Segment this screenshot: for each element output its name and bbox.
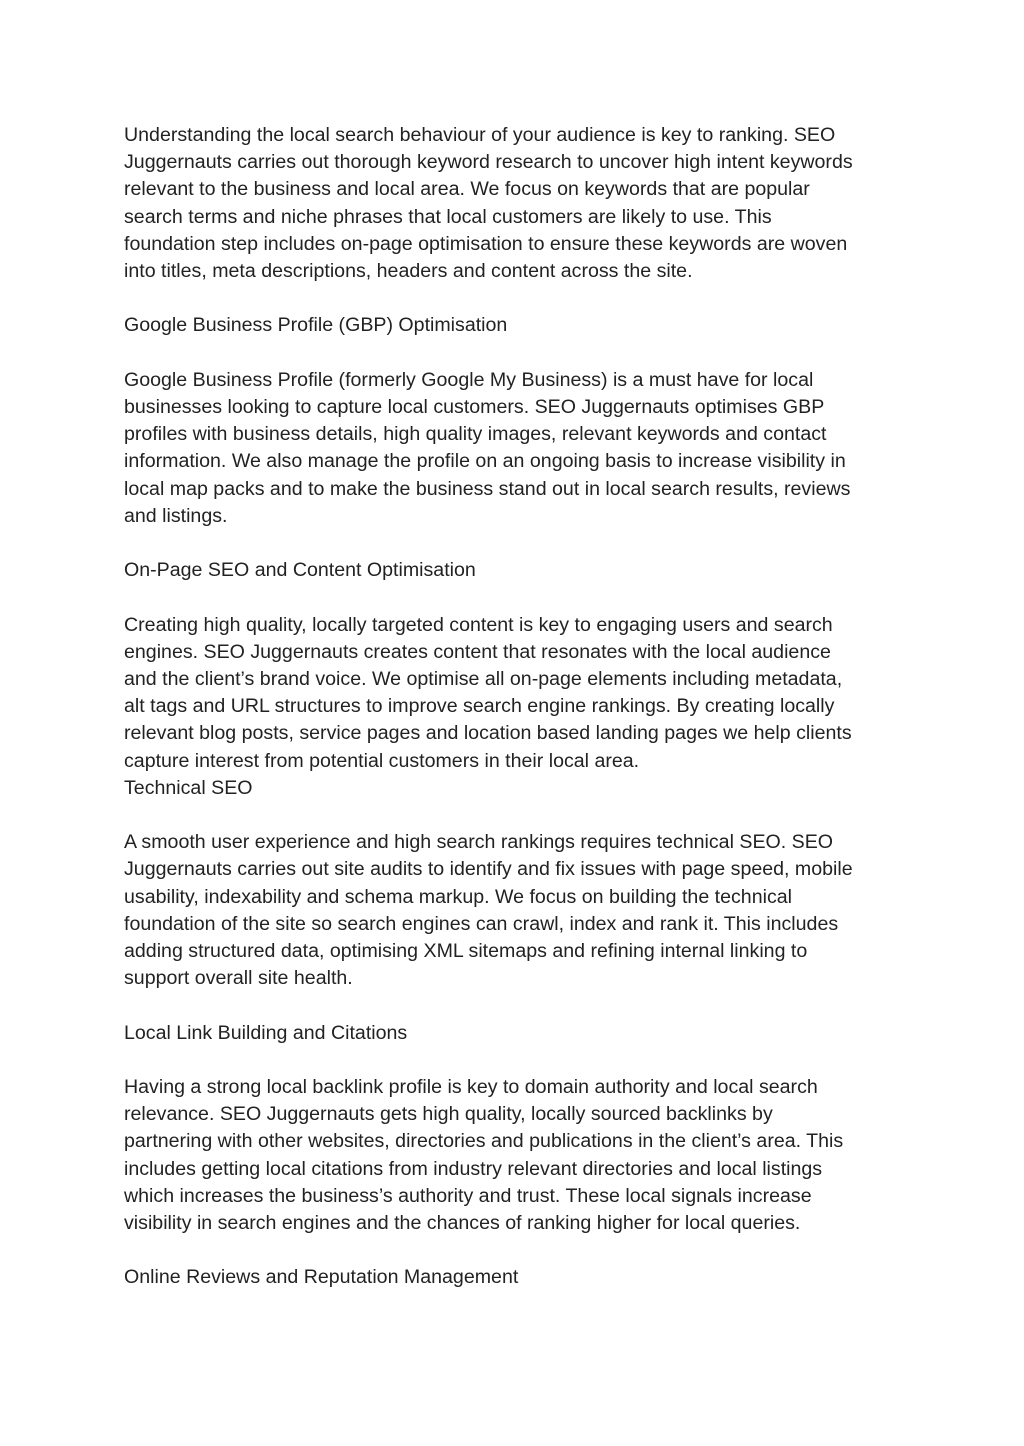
link-building-heading: Local Link Building and Citations <box>124 1021 408 1044</box>
gbp-optimisation-paragraph: Google Business Profile (formerly Google My Business) is a must have for local businesses looking to capture local customers. SEO Juggernauts optimises GBP profiles with business details, high quality images, relevant keywords and contact information. We also manage the profile on an ongoing basis to increase visibility in local map packs and to make the business stand out in local search results, reviews and listings. <box>124 368 851 527</box>
spacer <box>124 1047 904 1074</box>
reviews-reputation-heading: Online Reviews and Reputation Management <box>124 1266 519 1289</box>
spacer <box>124 584 904 611</box>
spacer <box>124 530 904 557</box>
document-body <box>124 122 904 1292</box>
on-page-seo-heading: On-Page SEO and Content Optimisation <box>124 559 476 582</box>
keyword-research-paragraph: Understanding the local search behaviour of your audience is key to ranking. SEO Juggernauts carries out thorough keyword research to uncover high intent keywords relevant to the business and local area. We focus on keywords that are popular search terms and niche phrases that local customers are likely to use. This foundation step includes on-page optimisation to ensure these keywords are woven into titles, meta descriptions, headers and content across the site. <box>124 124 853 283</box>
spacer <box>124 285 904 312</box>
technical-seo-paragraph: A smooth user experience and high search rankings requires technical SEO. SEO Juggernauts carries out site audits to identify and fix issues with page speed, mobile usability, indexability and schema markup. We focus on building the technical foundation of the site so search engines can crawl, index and rank it. This includes adding structured data, optimising XML sitemaps and refining internal linking to support overall site health. <box>124 831 853 990</box>
spacer <box>124 1237 904 1264</box>
spacer <box>124 802 904 829</box>
link-building-paragraph: Having a strong local backlink profile is key to domain authority and local search relevance. SEO Juggernauts gets high quality, locally sourced backlinks by partnering with other websites, directories and publications in the client’s area. This includes getting local citations from industry relevant directories and local listings which increases the business’s authority and trust. These local signals increase visibility in search engines and the chances of ranking higher for local queries. <box>124 1076 844 1235</box>
spacer <box>124 340 904 367</box>
spacer <box>124 992 904 1019</box>
gbp-optimisation-heading: Google Business Profile (GBP) Optimisation <box>124 314 508 337</box>
on-page-seo-paragraph: Creating high quality, locally targeted content is key to engaging users and search engines. SEO Juggernauts creates content that resonates with the local audience and the client’s brand voice. We optimise all on-page elements including metadata, alt tags and URL structures to improve search engine rankings. By creating locally relevant blog posts, service pages and location based landing pages we help clients capture interest from potential customers in their local area. <box>124 613 852 772</box>
technical-seo-heading: Technical SEO <box>124 776 253 799</box>
